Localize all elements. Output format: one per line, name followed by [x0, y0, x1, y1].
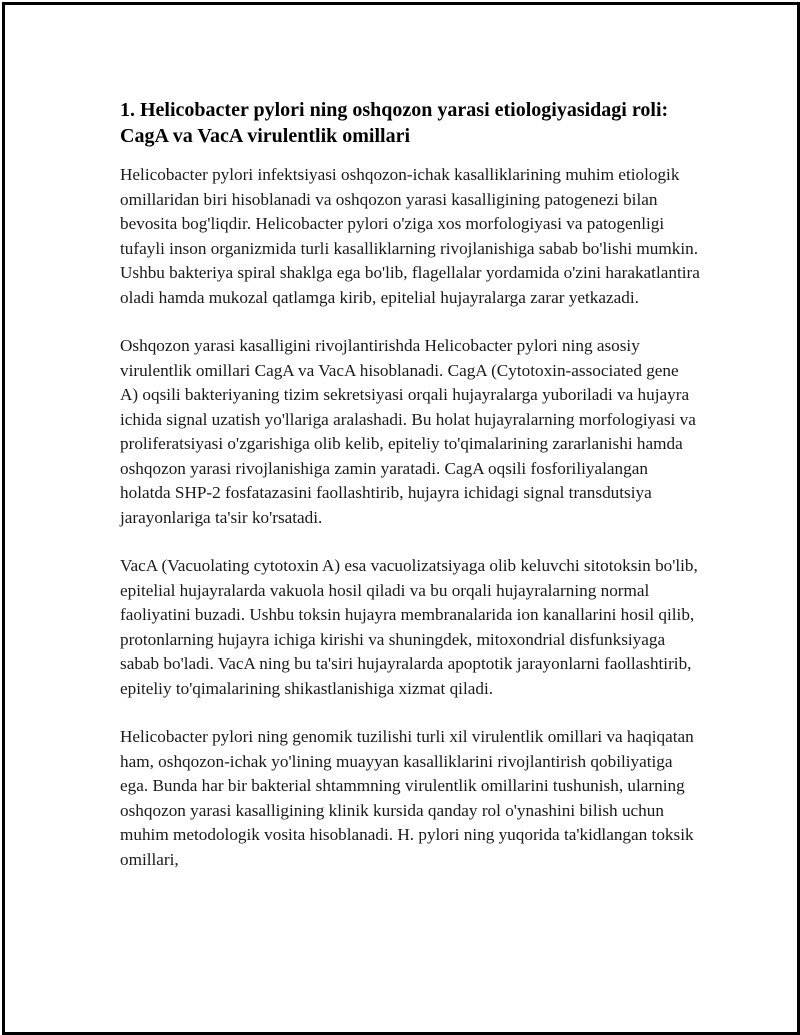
page-frame — [2, 2, 800, 1035]
paragraph-2: Oshqozon yarasi kasalligini rivojlantirishda Helicobacter pylori ning asosiy virulentlik omillari CagA va VacA hisoblanadi. CagA (Cytotoxin-associated gene A) oqsili bakteriyaning tizim sekretsiyasi orqali hujayralarga yuboriladi va hujayra ichida signal uzatish yo'llariga aralashadi. Bu holat hujayralarning morfologiyasi va proliferatsiyasi o'zgarishiga olib kelib, epiteliy to'qimalarining zararlanishi hamda oshqozon yarasi rivojlanishiga zamin yaratadi. CagA oqsili fosforiliyalangan holatda SHP-2 fosfatazasini faollashtirib, hujayra ichidagi signal transdutsiya jarayonlariga ta'sir ko'rsatadi. — [120, 336, 696, 527]
paragraph-1: Helicobacter pylori infektsiyasi oshqozon-ichak kasalliklarining muhim etiologik omillaridan biri hisoblanadi va oshqozon yarasi kasalligining patogenezi bilan bevosita bog'liqdir. Helicobacter pylori o'ziga xos morfologiyasi va patogenligi tufayli inson organizmida turli kasalliklarning rivojlanishiga sabab bo'lishi mumkin. Ushbu bakteriya spiral shaklga ega bo'lib, flagellalar yordamida o'zini harakatlantira oladi hamda mukozal qatlamga kirib, epitelial hujayralarga zarar yetkazadi. — [120, 165, 700, 307]
document-body — [120, 97, 700, 872]
paragraph-3: VacA (Vacuolating cytotoxin A) esa vacuolizatsiyaga olib keluvchi sitotoksin bo'lib, epitelial hujayralarda vakuola hosil qiladi va bu orqali hujayralarning normal faoliyatini buzadi. Ushbu toksin hujayra membranalarida ion kanallarini hosil qilib, protonlarning hujayra ichiga kirishi va shuningdek, mitoxondrial disfunksiyaga sabab bo'ladi. VacA ning bu ta'siri hujayralarda apoptotik jarayonlarni faollashtirib, epiteliy to'qimalarining shikastlanishiga xizmat qiladi. — [120, 556, 698, 698]
paragraph-4: Helicobacter pylori ning genomik tuzilishi turli xil virulentlik omillari va haqiqatan ham, oshqozon-ichak yo'lining muayyan kasalliklarini rivojlantirish qobiliyatiga ega. Bunda har bir bakterial shtammning virulentlik omillarini tushunish, ularning oshqozon yarasi kasalligining klinik kursida qanday rol o'ynashini bilish uchun muhim metodologik vosita hisoblanadi. H. pylori ning yuqorida ta'kidlangan toksik omillari, — [120, 727, 694, 869]
section-title: 1. Helicobacter pylori ning oshqozon yarasi etiologiyasidagi roli: CagA va VacA virulentlik omillari — [120, 99, 669, 147]
